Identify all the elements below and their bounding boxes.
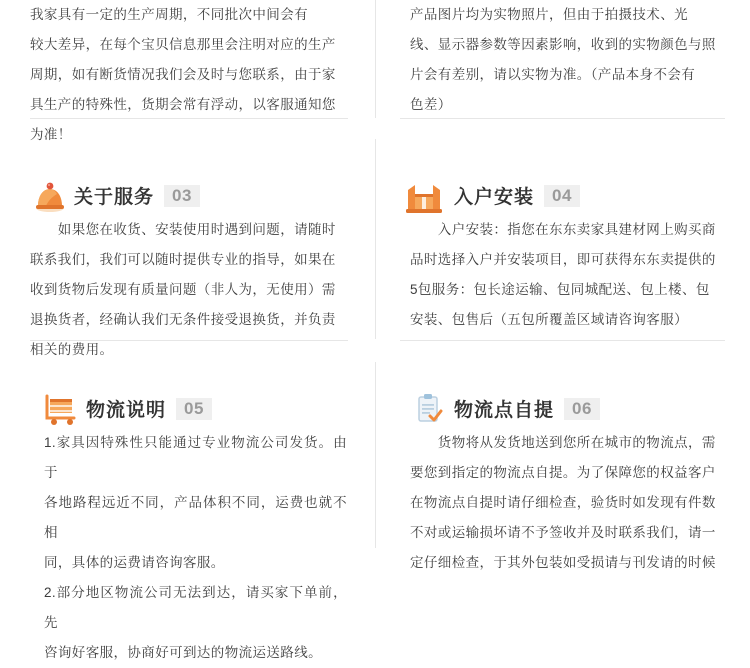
section-service-body — [30, 215, 347, 365]
section-pickup-header — [410, 395, 728, 422]
paragraph-line: 联系我们，我们可以随时提供专业的指导，如果在 — [30, 252, 336, 267]
cart-icon — [40, 389, 76, 423]
paragraph-line: 1.家具因特殊性只能通过专业物流公司发货。由于 — [44, 435, 347, 480]
paragraph-line: 品时选择入户并安装项目，即可获得东东卖提供的 — [410, 252, 716, 267]
section-number: 04 — [544, 185, 580, 207]
paragraph-line: 色差） — [410, 97, 452, 112]
paragraph-line: 要您到指定的物流点自提。为了保障您的权益客户 — [410, 465, 716, 480]
paragraph-line: 安装、包售后（五包所覆盖区域请咨询客服） — [410, 312, 688, 327]
section-installation-body — [410, 215, 728, 335]
paragraph-line: 咨询好客服，协商好可到达的物流运送路线。 — [44, 645, 322, 660]
paragraph-line: 我家具有一定的生产周期，不同批次中间会有 — [30, 7, 308, 22]
section-title: 入户安装 — [454, 187, 535, 208]
paragraph-line: 片会有差别，请以实物为准。（产品本身不会有 — [410, 67, 696, 82]
paragraph-line: 较大差异，在每个宝贝信息那里会注明对应的生产 — [30, 37, 336, 52]
paragraph-line: 货物将从发货地送到您所在城市的物流点，需 — [410, 435, 716, 450]
paragraph-line: 线、显示器参数等因素影响，收到的实物颜色与照 — [410, 37, 716, 52]
section-title: 物流点自提 — [454, 400, 555, 421]
section-logistics — [0, 391, 375, 668]
top-left-paragraph — [30, 0, 347, 150]
clipboard-icon — [408, 389, 444, 423]
paragraph-line: 不对或运输损坏请不予签收并及时联系我们，请一 — [410, 525, 716, 540]
paragraph-line: 5包服务：包长途运输、包同城配送、包上楼、包 — [410, 282, 710, 297]
section-number: 06 — [564, 398, 600, 420]
top-right-cell — [375, 0, 750, 150]
section-service-header — [30, 182, 347, 209]
paragraph-line: 为准！ — [30, 127, 72, 142]
section-logistics-body — [42, 428, 347, 668]
middle-row — [0, 178, 750, 365]
paragraph-line: 同，具体的运费请咨询客服。 — [44, 555, 225, 570]
paragraph-line: 具生产的特殊性，货期会常有浮动，以客服通知您 — [30, 97, 336, 112]
section-installation-header — [410, 182, 728, 209]
paragraph-line: 退换货者，经确认我们无条件接受退换货，并负责 — [30, 312, 336, 327]
paragraph-line: 收到货物后发现有质量问题（非人为，无使用）需 — [30, 282, 336, 297]
section-service — [0, 178, 375, 365]
paragraph-line: 在物流点自提时请仔细检查，验货时如发现有件数 — [410, 495, 716, 510]
section-title: 物流说明 — [86, 400, 167, 421]
section-pickup — [375, 391, 750, 668]
paragraph-line: 2.部分地区物流公司无法到达，请买家下单前，先 — [44, 585, 347, 630]
section-pickup-body — [410, 428, 728, 578]
paragraph-line: 周期，如有断货情况我们会及时与您联系，由于家 — [30, 67, 336, 82]
paragraph-line: 产品图片均为实物照片，但由于拍摄技术、光 — [410, 7, 688, 22]
paragraph-line: 定仔细检查，于其外包装如受损请与刊发请的时候 — [410, 555, 716, 570]
bell-icon — [30, 176, 66, 210]
paragraph-line: 相关的费用。 — [30, 342, 114, 357]
box-open-icon — [402, 176, 438, 210]
section-installation — [375, 178, 750, 365]
section-title: 关于服务 — [74, 187, 155, 208]
bottom-row — [0, 391, 750, 668]
top-left-cell — [0, 0, 375, 150]
paragraph-line: 如果您在收货、安装使用时遇到问题，请随时 — [30, 222, 336, 237]
section-number: 03 — [164, 185, 200, 207]
top-right-paragraph — [410, 0, 728, 120]
paragraph-line: 入户安装：指您在东东卖家具建材网上购买商 — [410, 222, 716, 237]
section-number: 05 — [176, 398, 212, 420]
section-logistics-header — [42, 395, 347, 422]
paragraph-line: 各地路程远近不同，产品体积不同，运费也就不相 — [44, 495, 347, 540]
top-row — [0, 0, 750, 150]
